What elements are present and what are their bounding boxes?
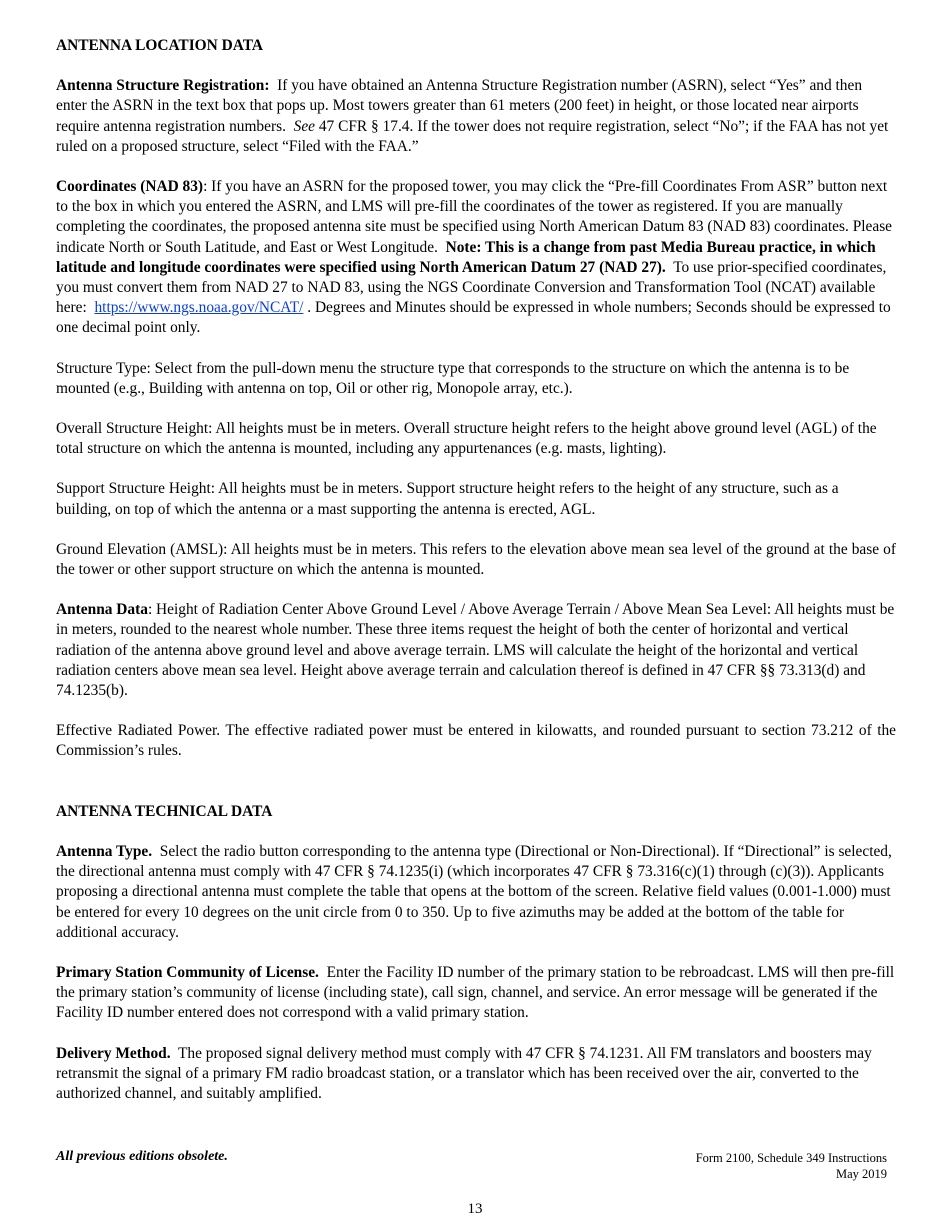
- ncat-link[interactable]: https://www.ngs.noaa.gov/NCAT/: [94, 299, 304, 317]
- asr-text-1: If you have obtained an Antenna Structure Registration number (ASRN), select “Yes” and then enter the ASRN in the text box that pops up. Most towers greater than 61 meters (200 feet) in height, or those located near airports require antenna registration numbers.: [56, 77, 863, 135]
- antenna-data-paragraph: [56, 600, 896, 701]
- antenna-data-text: : Height of Radiation Center Above Ground Level / Above Average Terrain / Above Mean Sea Level: All heights must be in meters, rounded to the nearest whole number. These three items request the height of both the center of horizontal and vertical radiation of the antenna above ground level and above average terrain. LMS will calculate the height of the horizontal and vertical radiation centers above mean sea level. Height above average terrain and calculation thereof is defined in 47 CFR §§ 73.313(d) and 74.1235(b).: [56, 601, 895, 700]
- antenna-type-paragraph: [56, 842, 896, 943]
- coordinates-label: Coordinates (NAD 83): [56, 178, 204, 196]
- asr-label: Antenna Structure Registration:: [56, 77, 270, 95]
- antenna-type-label: Antenna Type.: [56, 842, 153, 860]
- footer-obsolete-note: All previous editions obsolete.: [56, 1149, 228, 1164]
- section-gap: [56, 782, 896, 802]
- antenna-data-label: Antenna Data: [56, 601, 148, 619]
- delivery-method-paragraph: [56, 1044, 896, 1105]
- antenna-type-text: Select the radio button corresponding to the antenna type (Directional or Non-Directional). If “Directional” is selected, the directional antenna must comply with 47 CFR § 74.1235(i) (which incorporates 47 CFR § 73.316(c)(1) through (c)(3)). Applicants proposing a directional antenna must complete the table that opens at the bottom of the screen. Relative field values (0.001-1.000) must be entered for every 10 degrees on the unit circle from 0 to 350. Up to five azimuths may be added at the bottom of the table for additional accuracy.: [56, 842, 892, 941]
- footer-form-date: May 2019: [835, 1167, 887, 1181]
- overall-height-paragraph: Overall Structure Height: All heights must be in meters. Overall structure height refers to the height above ground level (AGL) of the total structure on which the antenna is mounted, including any appurtenances (e.g. masts, lighting).: [56, 420, 877, 458]
- coordinates-note: Note: This is a change from past Media Bureau practice, in which latitude and longitude coordinates were specified using North American Datum 27 (NAD 27).: [56, 238, 876, 276]
- page-content: [56, 36, 896, 1124]
- ground-elevation-paragraph: Ground Elevation (AMSL): All heights must be in meters. This refers to the elevation above mean sea level of the ground at the base of the tower or other support structure on which the antenna is mounted.: [56, 540, 896, 579]
- delivery-method-label: Delivery Method.: [56, 1044, 171, 1062]
- page-number: 13: [467, 1201, 483, 1217]
- section-heading-location: ANTENNA LOCATION DATA: [56, 37, 263, 54]
- footer-form-title: Form 2100, Schedule 349 Instructions: [695, 1151, 887, 1165]
- section-heading-technical: ANTENNA TECHNICAL DATA: [56, 802, 273, 820]
- structure-type-paragraph: Structure Type: Select from the pull-down menu the structure type that corresponds to the structure on which the antenna is to be mounted (e.g., Building with antenna on top, Oil or other rig, Monopole array, etc.).: [56, 359, 850, 397]
- coordinates-text-2: To use prior-specified coordinates, you must convert them from NAD 27 to NAD 83, using the NGS Coordinate Conversion and Transformation Tool (NCAT) available here:: [56, 258, 887, 317]
- primary-station-text: Enter the Facility ID number of the primary station to be rebroadcast. LMS will then pre-fill the primary station’s community of license (including state), call sign, channel, and service. An error message will be generated if the Facility ID number entered does not correspond with a valid primary station.: [56, 963, 895, 1022]
- primary-station-paragraph: [56, 963, 896, 1024]
- asr-see: See: [293, 117, 315, 135]
- delivery-method-text: The proposed signal delivery method must comply with 47 CFR § 74.1231. All FM translators and boosters may retransmit the signal of a primary FM radio broadcast station, or a translator which has been received over the air, converted to the authorized channel, and suitably amplified.: [56, 1044, 872, 1102]
- asr-paragraph: [56, 76, 896, 157]
- coordinates-text-3: . Degrees and Minutes should be expressed in whole numbers; Seconds should be expressed to one decimal point only.: [56, 299, 891, 337]
- coordinates-paragraph: [56, 177, 896, 339]
- primary-station-label: Primary Station Community of License.: [56, 963, 319, 981]
- footer-form-info: [696, 1150, 887, 1182]
- coordinates-text-1: : If you have an ASRN for the proposed tower, you may click the “Pre-fill Coordinates From ASR” button next to the box in which you entered the ASRN, and LMS will pre-fill the coordinates of the tower as registered. If you are manually completing the coordinates, the proposed antenna site must be specified using North American Datum 83 (NAD 83) coordinates. Please indicate North or South Latitude, and East or West Longitude.: [56, 178, 893, 256]
- erp-paragraph: Effective Radiated Power. The effective radiated power must be entered in kilowatts, and rounded pursuant to section 73.212 of the Commission’s rules.: [56, 722, 896, 760]
- support-height-paragraph: Support Structure Height: All heights must be in meters. Support structure height refers to the height of any structure, such as a building, on top of which the antenna or a mast supporting the antenna is erected, AGL.: [56, 480, 839, 518]
- asr-text-2: 47 CFR § 17.4. If the tower does not require registration, select “No”; if the FAA has not yet ruled on a proposed structure, select “Filed with the FAA.”: [56, 117, 889, 155]
